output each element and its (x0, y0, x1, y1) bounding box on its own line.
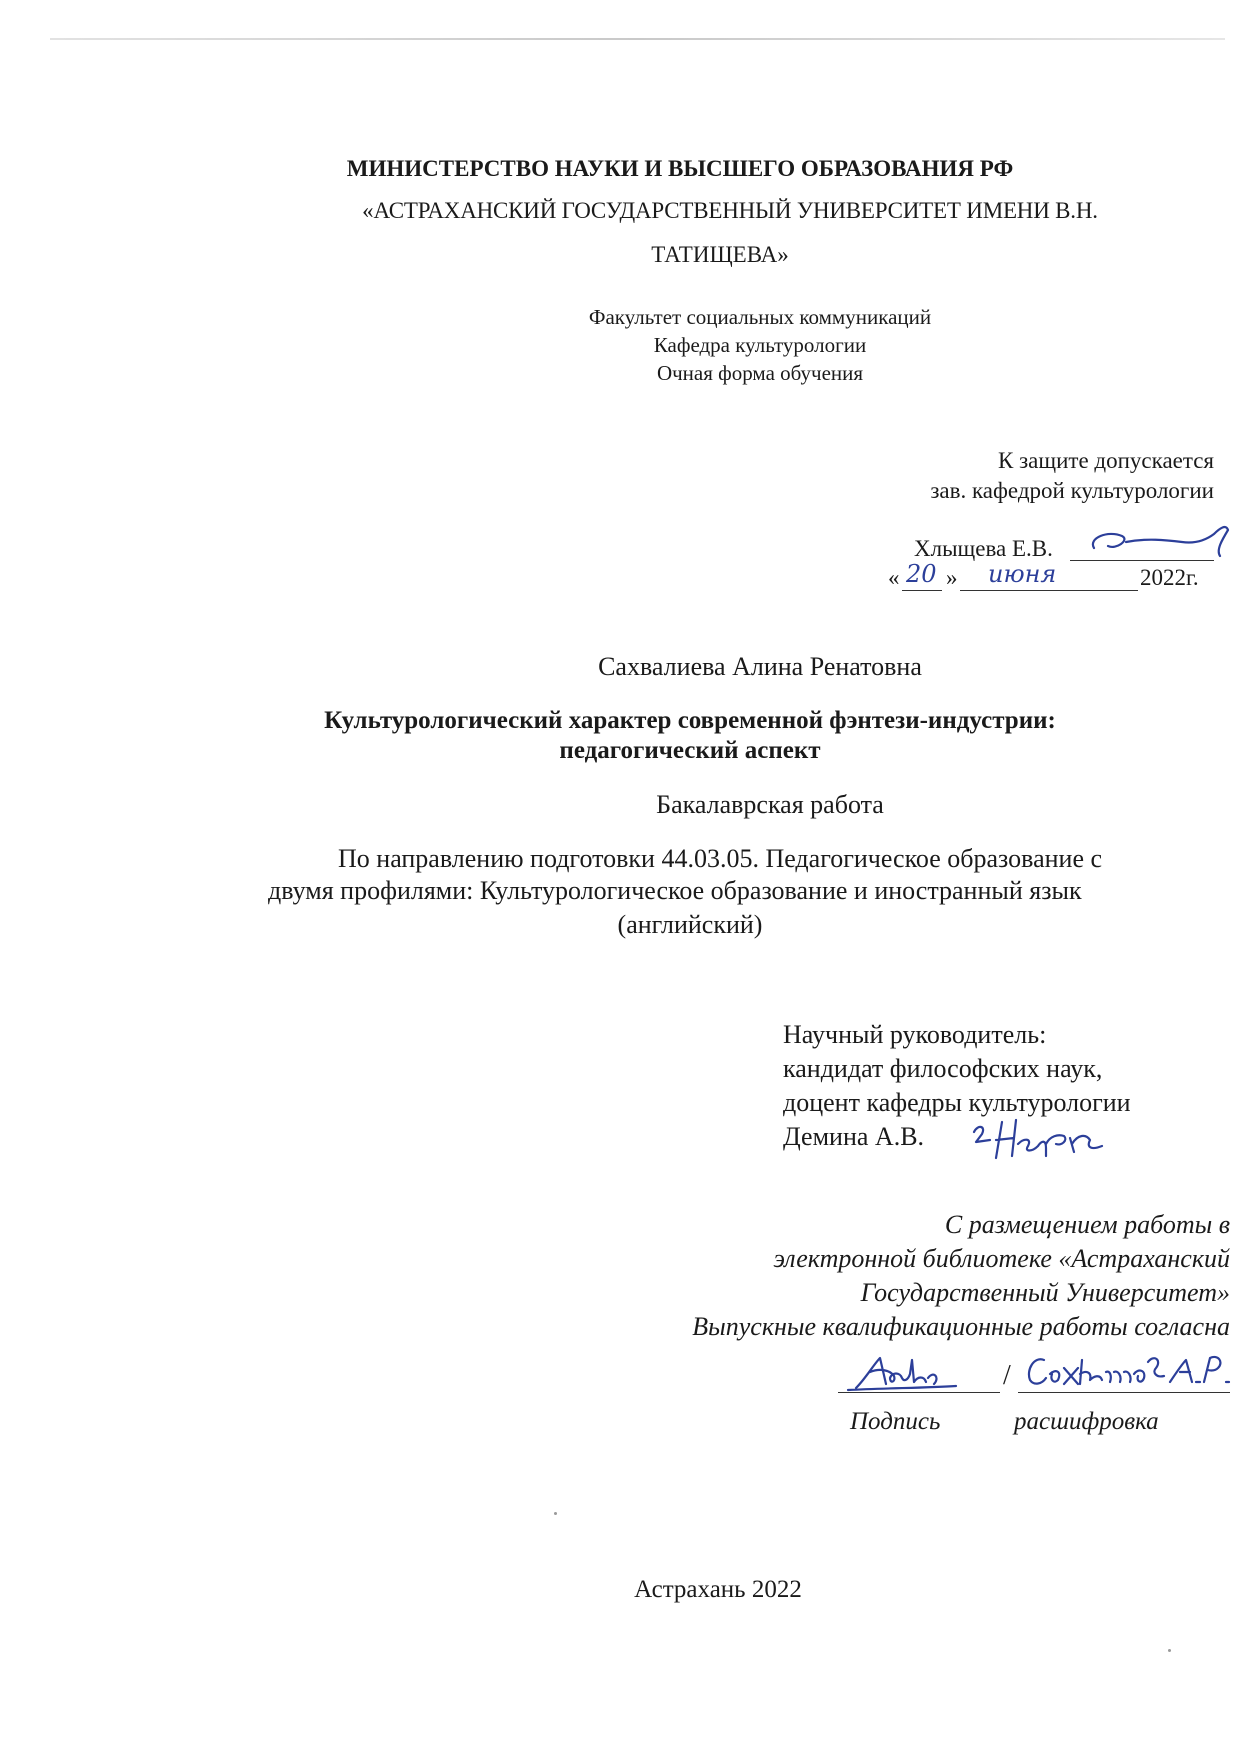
decoding-caption: расшифровка (1014, 1408, 1159, 1435)
admission-head-title: зав. кафедрой культурологии (930, 478, 1214, 503)
signature-caption: Подпись (850, 1408, 941, 1435)
student-signature (846, 1348, 996, 1396)
scan-speck (554, 1512, 557, 1515)
date-close-quote: » (946, 565, 958, 590)
library-consent-line4: Выпускные квалификационные работы согласна (692, 1312, 1230, 1341)
study-direction-line2: двумя профилями: Культурологическое образование и иностранный язык (268, 876, 1082, 905)
admission-text: К защите допускается (998, 448, 1214, 473)
svg-text:20: 20 (906, 560, 937, 588)
city-year: Астрахань 2022 (634, 1576, 802, 1603)
university-name-line2: ТАТИЩЕВА» (651, 242, 789, 267)
date-year: 2022г. (1140, 565, 1199, 590)
date-open-quote: « (888, 565, 900, 590)
study-direction-line1: По направлению подготовки 44.03.05. Педагогическое образование с (338, 844, 1103, 873)
student-name-handwritten (1024, 1346, 1234, 1394)
scan-speck (1168, 1649, 1171, 1652)
date-day-handwritten (904, 556, 944, 590)
date-month-handwritten (984, 556, 1114, 590)
supervisor-position: доцент кафедры культурологии (783, 1088, 1131, 1117)
thesis-title-line2: педагогический аспект (559, 737, 821, 764)
thesis-title-line1: Культурологический характер современной фэнтези-индустрии: (324, 707, 1056, 734)
supervisor-degree: кандидат философских наук, (783, 1054, 1103, 1083)
student-name: Сахвалиева Алина Ренатовна (598, 652, 922, 681)
library-consent-line3: Государственный Университет» (860, 1278, 1230, 1307)
supervisor-name: Демина А.В. (783, 1122, 925, 1151)
university-name-line1: «АСТРАХАНСКИЙ ГОСУДАРСТВЕННЫЙ УНИВЕРСИТЕТ ИМЕНИ В.Н. (362, 198, 1098, 223)
work-type: Бакалаврская работа (656, 790, 884, 819)
study-form: Очная форма обучения (656, 361, 864, 385)
department-head-name: Хлыщева Е.В. (914, 536, 1053, 561)
library-consent-line1: С размещением работы в (944, 1210, 1230, 1239)
date-month-line (960, 590, 1138, 591)
department-name: Кафедра культурологии (653, 333, 867, 357)
signature-slash: / (1003, 1360, 1011, 1391)
library-consent-line2: электронной библиотеке «Астраханский (773, 1244, 1230, 1273)
supervisor-heading: Научный руководитель: (783, 1020, 1047, 1049)
ministry-heading: МИНИСТЕРСТВО НАУКИ И ВЫСШЕГО ОБРАЗОВАНИЯ РФ (346, 156, 1014, 181)
faculty-name: Факультет социальных коммуникаций (588, 305, 932, 329)
study-direction-line3: (английский) (617, 910, 763, 939)
supervisor-signature (966, 1114, 1116, 1166)
date-day-line (902, 590, 942, 591)
svg-text:июня: июня (988, 560, 1057, 588)
scan-edge-line (50, 38, 1225, 40)
